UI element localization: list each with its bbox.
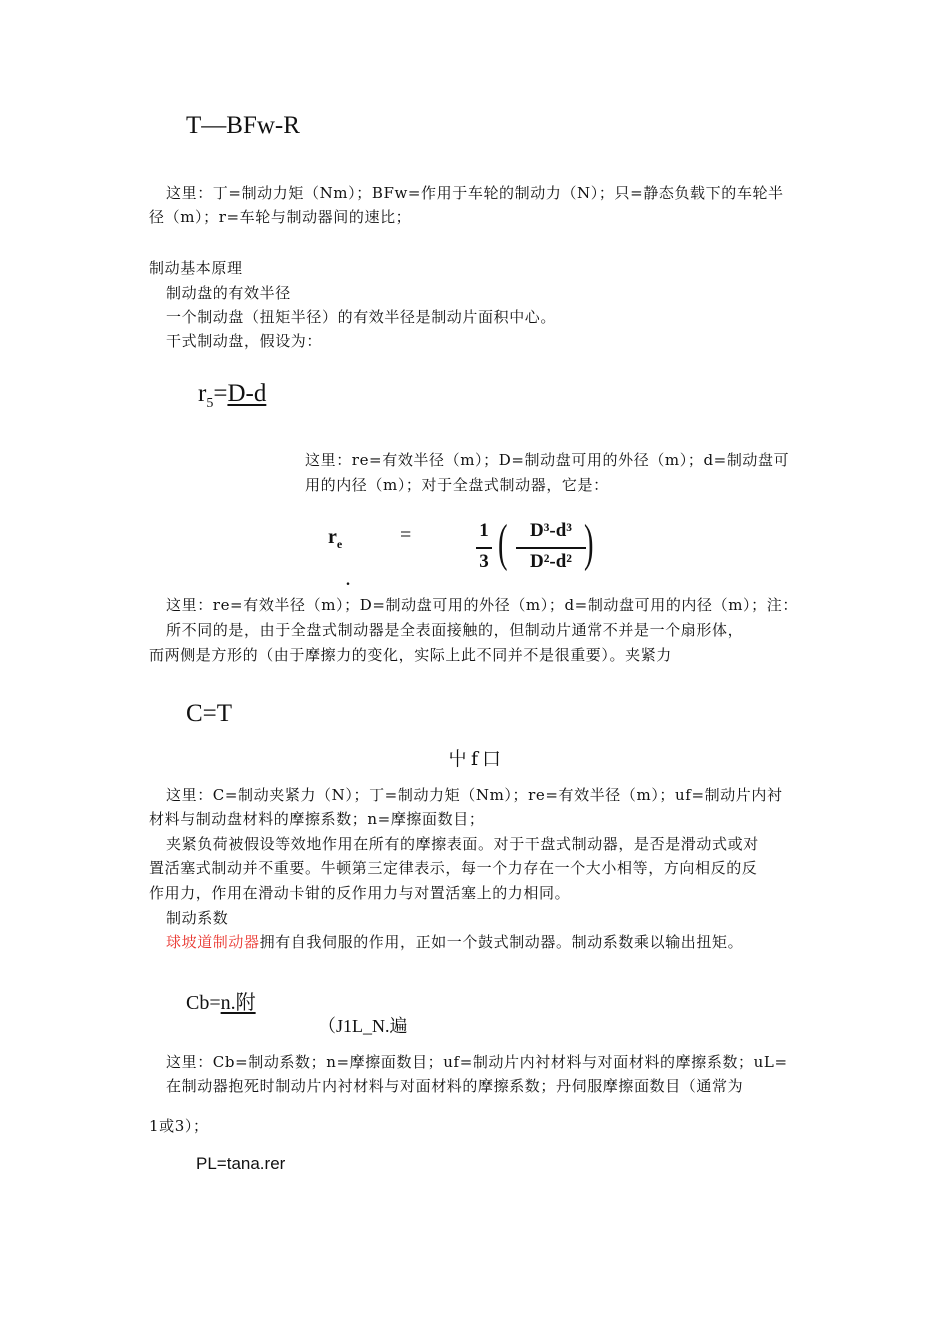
formula-part: n.附 [220,992,256,1014]
formula-part: Cb= [186,992,221,1014]
formula-pl: PL=tana.rer [196,1154,286,1173]
formula-brake-factor [186,986,256,1015]
text-line: 而两侧是方形的（由于摩擦力的变化，实际上此不同并不是很重要）。夹紧力 [149,646,672,664]
text-line: 这里：丁=制动力矩（Nm）；BFw=作用于车轮的制动力（N）；只=静态负载下的车轮半 [166,184,784,202]
fraction-bar [476,547,492,549]
formula-eq: = [213,380,228,407]
text-line: 置活塞式制动并不重要。牛顿第三定律表示，每一个力存在一个大小相等，方向相反的反 [149,859,758,877]
subsection-title: 制动系数 [166,909,229,927]
text-line: 用的内径（m）；对于全盘式制动器，它是： [305,476,609,494]
text-line: 这里：Cb=制动系数；n=摩擦面数目；uf=制动片内衬材料与对面材料的摩擦系数；uL= [166,1053,788,1071]
formula-clamp-force: C=T [186,700,233,727]
section-title: 制动基本原理 [149,259,243,277]
fraction-numerator: D³-d³ [529,520,572,541]
text-line: 一个制动盘（扭矩半径）的有效半径是制动片面积中心。 [166,308,557,326]
formula-full-disc-radius [328,515,608,590]
paren-right: ) [584,515,594,572]
text-line: 干式制动盘，假设为： [166,332,323,350]
text-line: 在制动器抱死时制动片内衬材料与对面材料的摩擦系数；丹伺服摩擦面数目（通常为 [166,1077,744,1095]
text-line: 这里：re=有效半径（m）；D=制动盘可用的外径（m）；d=制动盘可用的内径（m）；注： [166,596,798,614]
text-line: 夹紧负荷被假设等效地作用在所有的摩擦表面。对于干盘式制动器，是否是滑动式或对 [166,835,759,853]
highlighted-term: 球坡道制动器 [166,933,260,951]
text-line: 所不同的是，由于全盘式制动器是全表面接触的，但制动片通常不并是一个扇形体， [166,621,744,639]
text-line: 1或3）； [149,1117,209,1135]
text-line: 这里：re=有效半径（m）；D=制动盘可用的外径（m）；d=制动盘可 [305,451,790,469]
formula-eq: = [400,524,412,546]
subsection-title: 制动盘的有效半径 [166,284,291,302]
fraction-one-den: 3 [479,551,489,572]
formula-brake-factor-denominator: （J1L_N.遍 [318,1016,408,1036]
text-line: 作用力，作用在滑动卡钳的反作用力与对置活塞上的力相同。 [149,884,571,902]
formula-rhs: D-d [227,380,267,407]
text-line: 这里：C=制动夹紧力（N）；丁=制动力矩（Nm）；re=有效半径（m）；uf=制动片内衬 [166,786,783,804]
fraction-one-num: 1 [479,520,489,541]
formula-clamp-denominator: 屮f口 [448,748,506,770]
formula-sub: 5 [206,396,214,411]
formula-lhs: $r_e$ [328,526,343,551]
formula-effective-radius [198,380,266,412]
formula-torque: T—BFw-R [186,112,300,139]
fraction-denominator: D²-d² [529,551,572,572]
stray-dot: . [346,572,350,589]
text-line [166,931,743,954]
text-line: 径（m）；r=车轮与制动器间的速比； [149,208,412,226]
text-span: 拥有自我伺服的作用，正如一个鼓式制动器。制动系数乘以输出扭矩。 [259,933,744,951]
formula-base: r [198,380,207,407]
fraction-bar [516,547,586,549]
paren-left: ( [498,515,508,572]
text-line: 材料与制动盘材料的摩擦系数；n=摩擦面数目； [149,810,485,828]
